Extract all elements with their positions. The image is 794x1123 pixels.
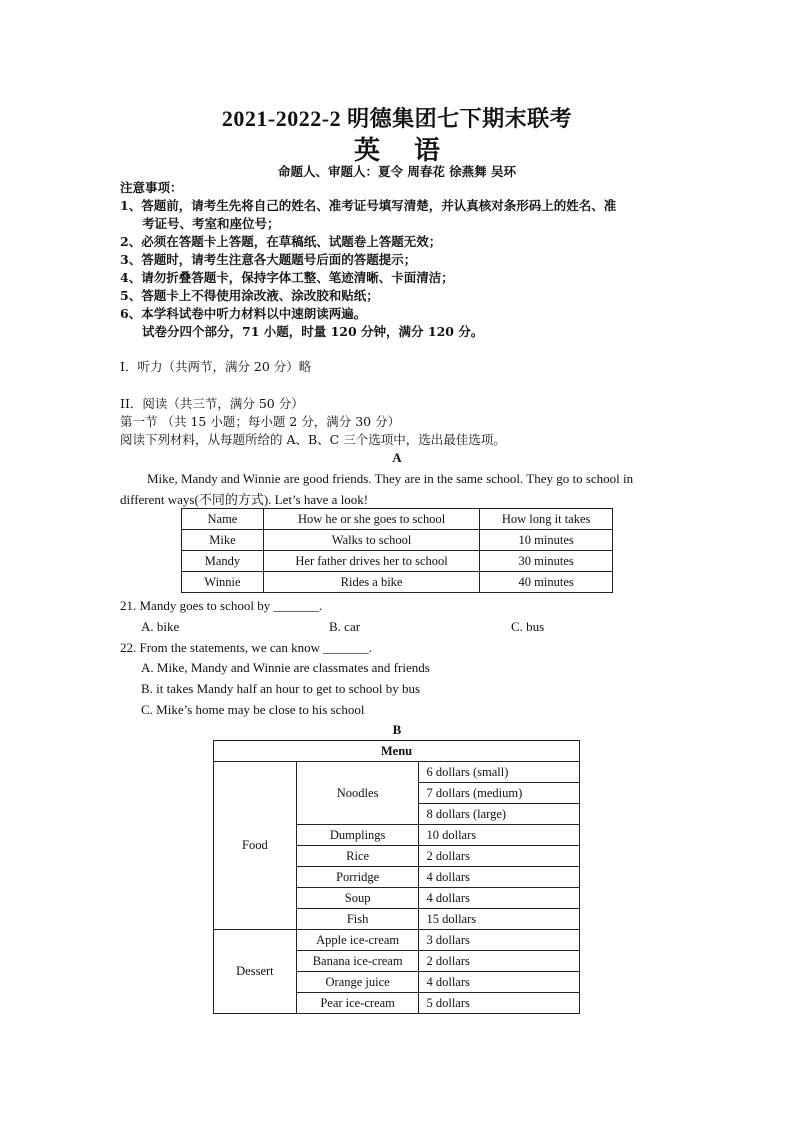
notes-heading: 注意事项： — [120, 180, 183, 195]
table-cell: Mandy — [182, 551, 264, 572]
option-22-c: C. Mike’s home may be close to his school — [141, 702, 365, 717]
section-1-heading: I．听力（共两节，满分 20 分）略 — [120, 359, 312, 374]
passage-line: Mike, Mandy and Winnie are good friends. They are in the same school. They go to school in — [147, 471, 634, 486]
table-cell: Her father drives her to school — [263, 551, 479, 572]
note-item: 考证号、考室和座位号； — [142, 216, 280, 231]
table-row — [214, 762, 580, 783]
table-cell: 40 minutes — [480, 572, 613, 593]
table-row — [182, 551, 613, 572]
table-cell: Walks to school — [263, 530, 479, 551]
subject-title: 英语 — [353, 136, 474, 166]
menu-price: 10 dollars — [419, 825, 580, 846]
note-item: 3、答题时，请考生注意各大题题号后面的答题提示； — [120, 252, 417, 267]
passage-b-label: B — [392, 722, 402, 737]
menu-item: Orange juice — [296, 972, 419, 993]
table-cell: Rides a bike — [263, 572, 479, 593]
table-cell: Winnie — [182, 572, 264, 593]
menu-title-row — [214, 741, 580, 762]
section-2-heading: II．阅读（共三节，满分 50 分） — [120, 396, 304, 411]
note-item: 4、请勿折叠答题卡，保持字体工整、笔迹清晰、卡面清洁； — [120, 270, 454, 285]
exam-title: 2021-2022-2 明德集团七下期末联考 — [221, 106, 573, 131]
menu-price: 3 dollars — [419, 930, 580, 951]
option-21-b: B. car — [329, 619, 361, 634]
menu-price: 15 dollars — [419, 909, 580, 930]
table-header: How long it takes — [480, 509, 613, 530]
authors-line: 命题人、审题人：夏令 周春花 徐燕舞 吴环 — [277, 164, 517, 179]
table-row — [214, 930, 580, 951]
menu-price: 6 dollars (small) — [419, 762, 580, 783]
passage-line: different ways(不同的方式). Let’s have a look! — [120, 492, 369, 507]
menu-item-noodles: Noodles — [296, 762, 419, 825]
menu-item: Rice — [296, 846, 419, 867]
note-item: 5、答题卡上不得使用涂改液、涂改胶和贴纸； — [120, 288, 379, 303]
menu-price: 7 dollars (medium) — [419, 783, 580, 804]
menu-item: Apple ice-cream — [296, 930, 419, 951]
menu-price: 8 dollars (large) — [419, 804, 580, 825]
instruction: 阅读下列材料，从每题所给的 A、B、C 三个选项中，选出最佳选项。 — [120, 432, 506, 447]
transport-table — [181, 508, 613, 593]
table-cell: 30 minutes — [480, 551, 613, 572]
table-row — [182, 530, 613, 551]
dessert-category: Dessert — [214, 930, 297, 1014]
menu-item: Porridge — [296, 867, 419, 888]
question-22: 22. From the statements, we can know _______. — [120, 640, 373, 655]
menu-item: Dumplings — [296, 825, 419, 846]
table-row — [182, 572, 613, 593]
passage-a-label: A — [392, 450, 402, 465]
note-item: 2、必须在答题卡上答题，在草稿纸、试题卷上答题无效； — [120, 234, 442, 249]
menu-item: Banana ice-cream — [296, 951, 419, 972]
menu-title: Menu — [214, 741, 580, 762]
note-item: 试卷分四个部分，71 小题，时量 120 分钟，满分 120 分。 — [142, 324, 484, 339]
table-cell: 10 minutes — [480, 530, 613, 551]
menu-item: Fish — [296, 909, 419, 930]
menu-item: Pear ice-cream — [296, 993, 419, 1014]
menu-price: 2 dollars — [419, 846, 580, 867]
menu-price: 5 dollars — [419, 993, 580, 1014]
menu-price: 4 dollars — [419, 867, 580, 888]
menu-item: Soup — [296, 888, 419, 909]
menu-table — [213, 740, 580, 1014]
menu-price: 4 dollars — [419, 888, 580, 909]
option-22-b: B. it takes Mandy half an hour to get to school by bus — [141, 681, 421, 696]
table-header: How he or she goes to school — [263, 509, 479, 530]
note-item: 6、本学科试卷中听力材料以中速朗读两遍。 — [120, 306, 367, 321]
question-21: 21. Mandy goes to school by _______. — [120, 598, 323, 613]
table-cell: Mike — [182, 530, 264, 551]
food-category: Food — [214, 762, 297, 930]
table-header-row — [182, 509, 613, 530]
menu-price: 4 dollars — [419, 972, 580, 993]
note-item: 1、答题前，请考生先将自己的姓名、准考证号填写清楚，并认真核对条形码上的姓名、准 — [120, 198, 617, 213]
option-22-a: A. Mike, Mandy and Winnie are classmates and friends — [141, 660, 430, 675]
menu-price: 2 dollars — [419, 951, 580, 972]
option-21-c: C. bus — [511, 619, 545, 634]
table-header: Name — [182, 509, 264, 530]
option-21-a: A. bike — [141, 619, 180, 634]
part-1-heading: 第一节 （共 15 小题；每小题 2 分，满分 30 分） — [120, 414, 401, 429]
